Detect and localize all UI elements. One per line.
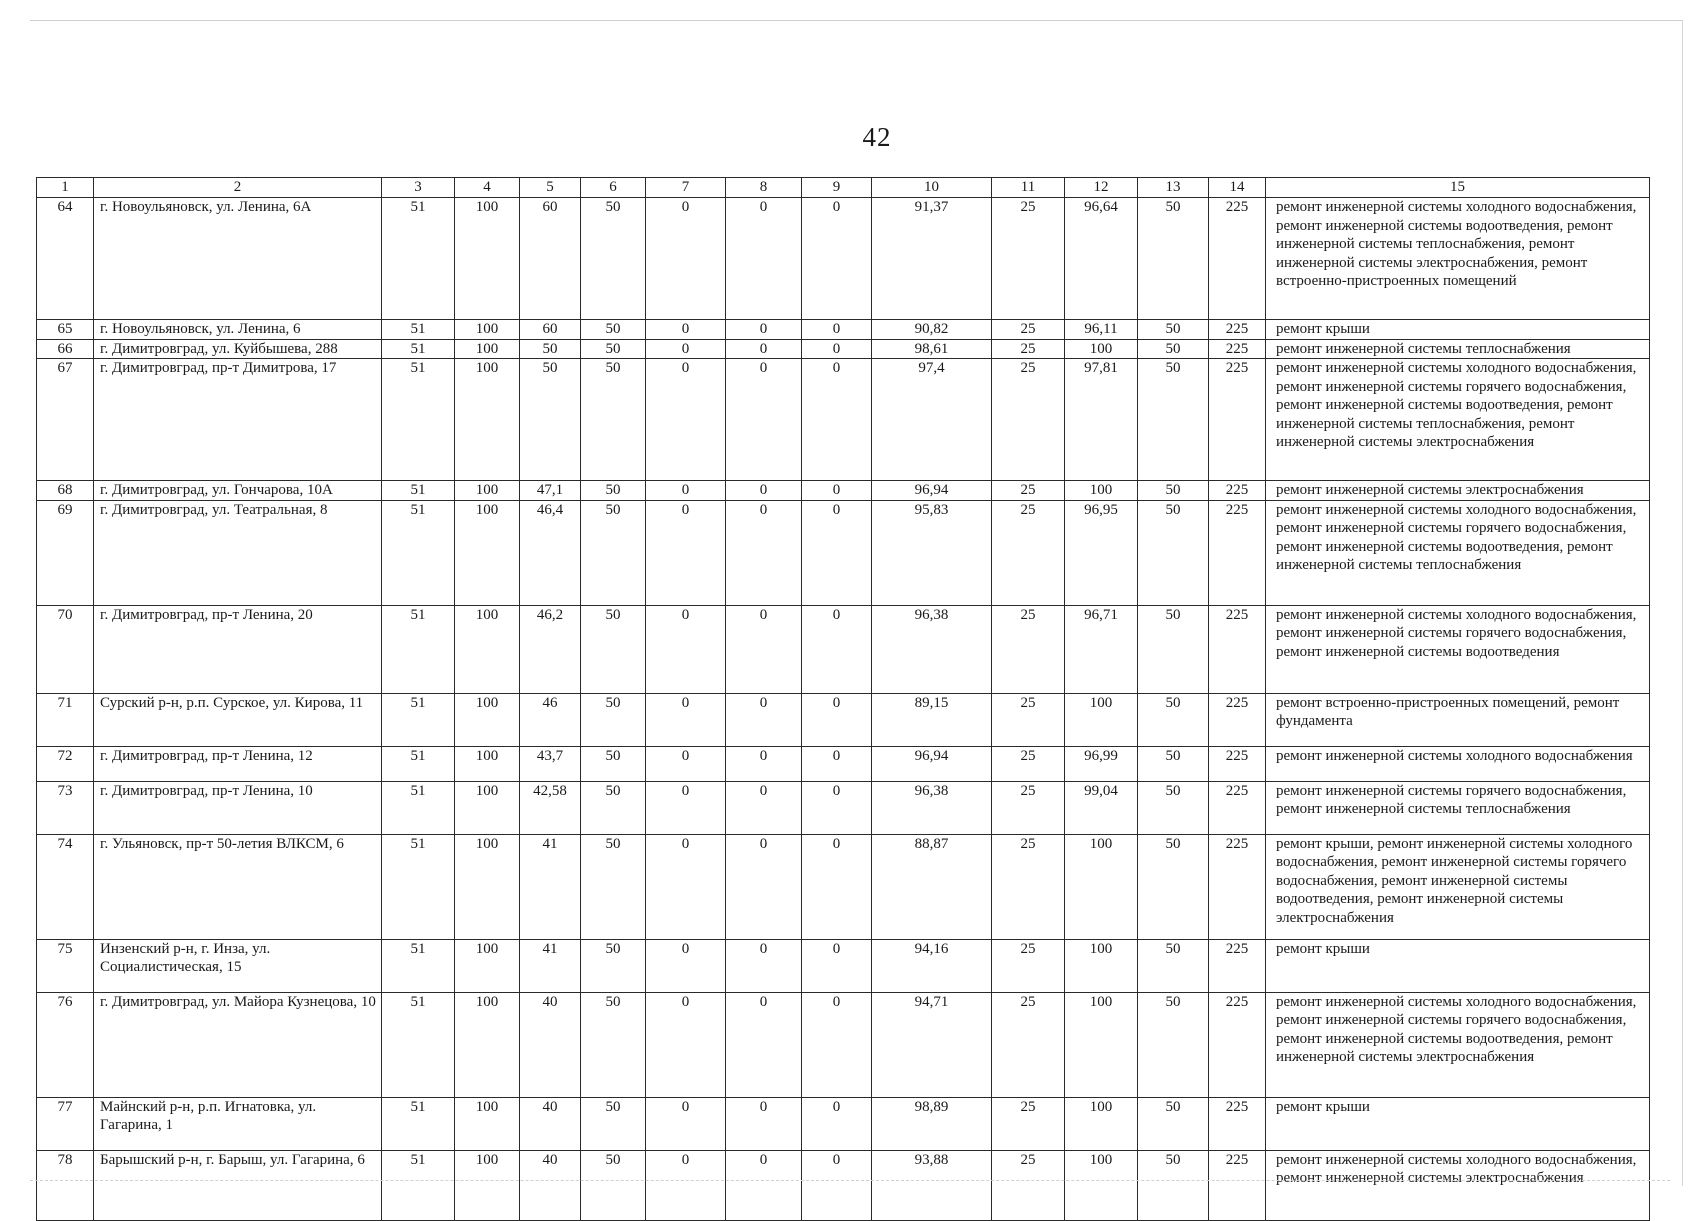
cell-col-7: 0 (646, 605, 726, 693)
cell-work-description: ремонт инженерной системы холодного водоснабжения, ремонт инженерной системы электроснабжения (1266, 1150, 1650, 1220)
cell-address: Майнский р-н, р.п. Игнатовка, ул. Гагарина, 1 (94, 1097, 382, 1150)
cell-col-14: 225 (1209, 339, 1266, 359)
cell-address: г. Димитровград, ул. Майора Кузнецова, 10 (94, 992, 382, 1097)
cell-col-5: 46,2 (520, 605, 581, 693)
cell-col-6: 50 (581, 1097, 646, 1150)
cell-col-9: 0 (802, 693, 872, 746)
cell-col-14: 225 (1209, 500, 1266, 605)
cell-col-3: 51 (382, 339, 455, 359)
column-header-6: 6 (581, 178, 646, 198)
column-header-1: 1 (37, 178, 94, 198)
cell-col-3: 51 (382, 781, 455, 834)
cell-col-4: 100 (455, 834, 520, 939)
cell-col-4: 100 (455, 992, 520, 1097)
cell-col-10: 97,4 (872, 359, 992, 481)
cell-col-6: 50 (581, 834, 646, 939)
cell-col-6: 50 (581, 481, 646, 501)
cell-col-12: 100 (1065, 693, 1138, 746)
cell-col-13: 50 (1138, 1150, 1209, 1220)
cell-col-8: 0 (726, 198, 802, 320)
cell-address: г. Димитровград, ул. Куйбышева, 288 (94, 339, 382, 359)
cell-col-7: 0 (646, 693, 726, 746)
cell-col-10: 94,71 (872, 992, 992, 1097)
cell-col-9: 0 (802, 992, 872, 1097)
cell-col-14: 225 (1209, 781, 1266, 834)
cell-col-5: 60 (520, 320, 581, 340)
cell-row-number: 71 (37, 693, 94, 746)
cell-col-14: 225 (1209, 359, 1266, 481)
cell-col-3: 51 (382, 1150, 455, 1220)
cell-col-12: 100 (1065, 992, 1138, 1097)
cell-address: г. Новоульяновск, ул. Ленина, 6 (94, 320, 382, 340)
cell-row-number: 73 (37, 781, 94, 834)
column-header-12: 12 (1065, 178, 1138, 198)
cell-row-number: 65 (37, 320, 94, 340)
cell-col-11: 25 (992, 481, 1065, 501)
cell-address: г. Новоульяновск, ул. Ленина, 6А (94, 198, 382, 320)
cell-work-description: ремонт инженерной системы холодного водоснабжения (1266, 746, 1650, 781)
table-row (37, 992, 1650, 1097)
cell-col-12: 100 (1065, 939, 1138, 992)
cell-col-5: 40 (520, 1097, 581, 1150)
cell-col-7: 0 (646, 781, 726, 834)
cell-col-6: 50 (581, 781, 646, 834)
cell-col-4: 100 (455, 198, 520, 320)
cell-work-description: ремонт инженерной системы холодного водоснабжения, ремонт инженерной системы водоотведения, ремонт инженерной системы теплоснабжения, ремонт инженерной системы электроснабжения, ремонт встроенно-пристроенных помещений (1266, 198, 1650, 320)
cell-col-10: 96,38 (872, 605, 992, 693)
cell-work-description: ремонт крыши (1266, 1097, 1650, 1150)
cell-col-11: 25 (992, 992, 1065, 1097)
cell-col-7: 0 (646, 339, 726, 359)
cell-col-12: 100 (1065, 1097, 1138, 1150)
cell-col-9: 0 (802, 834, 872, 939)
data-table (36, 177, 1650, 1221)
cell-work-description: ремонт инженерной системы теплоснабжения (1266, 339, 1650, 359)
cell-col-6: 50 (581, 320, 646, 340)
cell-col-6: 50 (581, 1150, 646, 1220)
cell-address: г. Димитровград, пр-т Ленина, 20 (94, 605, 382, 693)
cell-col-3: 51 (382, 693, 455, 746)
cell-col-5: 43,7 (520, 746, 581, 781)
cell-col-5: 46 (520, 693, 581, 746)
cell-col-8: 0 (726, 500, 802, 605)
cell-col-14: 225 (1209, 605, 1266, 693)
table-row (37, 746, 1650, 781)
cell-col-6: 50 (581, 693, 646, 746)
table-row (37, 1097, 1650, 1150)
column-header-8: 8 (726, 178, 802, 198)
cell-col-4: 100 (455, 746, 520, 781)
cell-col-5: 50 (520, 359, 581, 481)
column-header-4: 4 (455, 178, 520, 198)
cell-work-description: ремонт крыши, ремонт инженерной системы холодного водоснабжения, ремонт инженерной системы горячего водоснабжения, ремонт инженерной системы водоотведения, ремонт инженерной системы электроснабжения (1266, 834, 1650, 939)
cell-col-5: 40 (520, 992, 581, 1097)
cell-col-13: 50 (1138, 746, 1209, 781)
cell-col-6: 50 (581, 992, 646, 1097)
cell-col-5: 50 (520, 339, 581, 359)
table-row (37, 339, 1650, 359)
table-row (37, 781, 1650, 834)
cell-address: г. Димитровград, ул. Театральная, 8 (94, 500, 382, 605)
cell-col-7: 0 (646, 834, 726, 939)
cell-col-3: 51 (382, 1097, 455, 1150)
cell-col-14: 225 (1209, 1097, 1266, 1150)
cell-col-6: 50 (581, 359, 646, 481)
cell-col-5: 41 (520, 834, 581, 939)
cell-col-14: 225 (1209, 939, 1266, 992)
table-row (37, 605, 1650, 693)
cell-col-8: 0 (726, 781, 802, 834)
cell-col-11: 25 (992, 939, 1065, 992)
cell-col-4: 100 (455, 939, 520, 992)
cell-col-7: 0 (646, 481, 726, 501)
cell-col-13: 50 (1138, 339, 1209, 359)
cell-row-number: 69 (37, 500, 94, 605)
cell-col-8: 0 (726, 605, 802, 693)
column-header-5: 5 (520, 178, 581, 198)
column-header-11: 11 (992, 178, 1065, 198)
cell-col-9: 0 (802, 359, 872, 481)
table-body (37, 198, 1650, 1221)
cell-col-13: 50 (1138, 992, 1209, 1097)
cell-col-6: 50 (581, 605, 646, 693)
cell-work-description: ремонт инженерной системы холодного водоснабжения, ремонт инженерной системы горячего водоснабжения, ремонт инженерной системы водоотведения, ремонт инженерной системы теплоснабжения (1266, 500, 1650, 605)
cell-row-number: 77 (37, 1097, 94, 1150)
column-header-15: 15 (1266, 178, 1650, 198)
cell-col-4: 100 (455, 693, 520, 746)
cell-col-10: 88,87 (872, 834, 992, 939)
cell-col-10: 96,94 (872, 746, 992, 781)
cell-col-7: 0 (646, 1097, 726, 1150)
cell-col-6: 50 (581, 746, 646, 781)
column-header-7: 7 (646, 178, 726, 198)
cell-col-13: 50 (1138, 693, 1209, 746)
cell-col-7: 0 (646, 500, 726, 605)
cell-col-3: 51 (382, 834, 455, 939)
cell-address: г. Ульяновск, пр-т 50-летия ВЛКСМ, 6 (94, 834, 382, 939)
cell-col-11: 25 (992, 781, 1065, 834)
cell-address: Сурский р-н, р.п. Сурское, ул. Кирова, 11 (94, 693, 382, 746)
cell-col-12: 96,71 (1065, 605, 1138, 693)
column-header-9: 9 (802, 178, 872, 198)
cell-col-6: 50 (581, 339, 646, 359)
table-row (37, 359, 1650, 481)
cell-col-5: 60 (520, 198, 581, 320)
cell-col-8: 0 (726, 992, 802, 1097)
cell-col-7: 0 (646, 746, 726, 781)
cell-col-11: 25 (992, 746, 1065, 781)
column-header-3: 3 (382, 178, 455, 198)
header-row (37, 178, 1650, 198)
cell-col-10: 98,89 (872, 1097, 992, 1150)
cell-col-13: 50 (1138, 359, 1209, 481)
cell-col-10: 96,94 (872, 481, 992, 501)
cell-col-11: 25 (992, 320, 1065, 340)
cell-col-12: 100 (1065, 339, 1138, 359)
cell-col-6: 50 (581, 500, 646, 605)
cell-col-8: 0 (726, 320, 802, 340)
cell-col-4: 100 (455, 359, 520, 481)
cell-col-3: 51 (382, 500, 455, 605)
cell-col-14: 225 (1209, 746, 1266, 781)
cell-col-9: 0 (802, 320, 872, 340)
cell-col-9: 0 (802, 939, 872, 992)
cell-col-12: 100 (1065, 834, 1138, 939)
cell-col-11: 25 (992, 339, 1065, 359)
cell-col-11: 25 (992, 500, 1065, 605)
cell-col-13: 50 (1138, 605, 1209, 693)
cell-col-11: 25 (992, 198, 1065, 320)
cell-col-12: 96,99 (1065, 746, 1138, 781)
cell-col-4: 100 (455, 339, 520, 359)
cell-work-description: ремонт инженерной системы горячего водоснабжения, ремонт инженерной системы теплоснабжения (1266, 781, 1650, 834)
table-row (37, 198, 1650, 320)
table-row (37, 500, 1650, 605)
cell-row-number: 64 (37, 198, 94, 320)
cell-col-8: 0 (726, 481, 802, 501)
cell-col-10: 95,83 (872, 500, 992, 605)
cell-col-7: 0 (646, 320, 726, 340)
cell-col-5: 41 (520, 939, 581, 992)
table-row (37, 481, 1650, 501)
cell-col-11: 25 (992, 693, 1065, 746)
cell-col-3: 51 (382, 939, 455, 992)
cell-col-13: 50 (1138, 781, 1209, 834)
cell-col-14: 225 (1209, 198, 1266, 320)
cell-work-description: ремонт инженерной системы холодного водоснабжения, ремонт инженерной системы горячего водоснабжения, ремонт инженерной системы водоотведения, ремонт инженерной системы теплоснабжения, ремонт инженерной системы электроснабжения (1266, 359, 1650, 481)
cell-col-4: 100 (455, 1150, 520, 1220)
table-row (37, 939, 1650, 992)
cell-address: г. Димитровград, пр-т Димитрова, 17 (94, 359, 382, 481)
cell-col-5: 46,4 (520, 500, 581, 605)
cell-row-number: 78 (37, 1150, 94, 1220)
cell-col-7: 0 (646, 992, 726, 1097)
cell-col-11: 25 (992, 1150, 1065, 1220)
cell-col-3: 51 (382, 992, 455, 1097)
cell-col-10: 91,37 (872, 198, 992, 320)
cell-row-number: 67 (37, 359, 94, 481)
cell-col-4: 100 (455, 1097, 520, 1150)
cell-col-8: 0 (726, 693, 802, 746)
cell-row-number: 70 (37, 605, 94, 693)
cell-col-5: 42,58 (520, 781, 581, 834)
cell-col-13: 50 (1138, 481, 1209, 501)
cell-col-4: 100 (455, 500, 520, 605)
cell-col-13: 50 (1138, 1097, 1209, 1150)
cell-col-9: 0 (802, 1150, 872, 1220)
cell-col-10: 96,38 (872, 781, 992, 834)
column-header-2: 2 (94, 178, 382, 198)
cell-col-9: 0 (802, 198, 872, 320)
cell-col-3: 51 (382, 198, 455, 320)
cell-col-14: 225 (1209, 320, 1266, 340)
cell-col-9: 0 (802, 605, 872, 693)
cell-col-7: 0 (646, 359, 726, 481)
cell-address: Инзенский р-н, г. Инза, ул. Социалистическая, 15 (94, 939, 382, 992)
cell-col-4: 100 (455, 605, 520, 693)
cell-col-12: 97,81 (1065, 359, 1138, 481)
cell-col-13: 50 (1138, 939, 1209, 992)
cell-row-number: 76 (37, 992, 94, 1097)
cell-work-description: ремонт инженерной системы холодного водоснабжения, ремонт инженерной системы горячего водоснабжения, ремонт инженерной системы водоотведения, ремонт инженерной системы электроснабжения (1266, 992, 1650, 1097)
cell-col-5: 40 (520, 1150, 581, 1220)
cell-col-11: 25 (992, 1097, 1065, 1150)
cell-work-description: ремонт инженерной системы холодного водоснабжения, ремонт инженерной системы горячего водоснабжения, ремонт инженерной системы водоотведения (1266, 605, 1650, 693)
cell-col-9: 0 (802, 746, 872, 781)
cell-col-11: 25 (992, 605, 1065, 693)
cell-col-7: 0 (646, 198, 726, 320)
cell-col-8: 0 (726, 939, 802, 992)
cell-row-number: 75 (37, 939, 94, 992)
cell-col-8: 0 (726, 834, 802, 939)
cell-col-7: 0 (646, 1150, 726, 1220)
cell-work-description: ремонт крыши (1266, 320, 1650, 340)
cell-col-3: 51 (382, 605, 455, 693)
cell-col-14: 225 (1209, 1150, 1266, 1220)
cell-col-14: 225 (1209, 693, 1266, 746)
cell-col-8: 0 (726, 339, 802, 359)
cell-col-6: 50 (581, 939, 646, 992)
cell-col-9: 0 (802, 500, 872, 605)
cell-work-description: ремонт встроенно-пристроенных помещений, ремонт фундамента (1266, 693, 1650, 746)
cell-work-description: ремонт крыши (1266, 939, 1650, 992)
cell-col-12: 96,95 (1065, 500, 1138, 605)
cell-row-number: 68 (37, 481, 94, 501)
cell-col-3: 51 (382, 320, 455, 340)
cell-col-5: 47,1 (520, 481, 581, 501)
cell-col-11: 25 (992, 834, 1065, 939)
cell-address: Барышский р-н, г. Барыш, ул. Гагарина, 6 (94, 1150, 382, 1220)
cell-col-8: 0 (726, 1150, 802, 1220)
cell-col-11: 25 (992, 359, 1065, 481)
cell-col-12: 96,64 (1065, 198, 1138, 320)
cell-col-4: 100 (455, 481, 520, 501)
table-row (37, 693, 1650, 746)
cell-col-10: 94,16 (872, 939, 992, 992)
table-row (37, 834, 1650, 939)
cell-col-4: 100 (455, 781, 520, 834)
cell-col-8: 0 (726, 359, 802, 481)
table-row (37, 1150, 1650, 1220)
cell-col-3: 51 (382, 746, 455, 781)
cell-col-9: 0 (802, 481, 872, 501)
cell-address: г. Димитровград, пр-т Ленина, 10 (94, 781, 382, 834)
cell-col-6: 50 (581, 198, 646, 320)
cell-col-14: 225 (1209, 834, 1266, 939)
column-header-10: 10 (872, 178, 992, 198)
page-number: 42 (862, 122, 892, 152)
cell-col-12: 100 (1065, 1150, 1138, 1220)
cell-col-12: 99,04 (1065, 781, 1138, 834)
cell-col-13: 50 (1138, 198, 1209, 320)
cell-col-14: 225 (1209, 992, 1266, 1097)
column-header-13: 13 (1138, 178, 1209, 198)
cell-col-12: 96,11 (1065, 320, 1138, 340)
cell-col-8: 0 (726, 746, 802, 781)
table-row (37, 320, 1650, 340)
cell-col-9: 0 (802, 339, 872, 359)
cell-row-number: 66 (37, 339, 94, 359)
cell-col-10: 90,82 (872, 320, 992, 340)
cell-col-4: 100 (455, 320, 520, 340)
cell-address: г. Димитровград, пр-т Ленина, 12 (94, 746, 382, 781)
cell-col-10: 89,15 (872, 693, 992, 746)
cell-work-description: ремонт инженерной системы электроснабжения (1266, 481, 1650, 501)
cell-col-13: 50 (1138, 834, 1209, 939)
cell-row-number: 72 (37, 746, 94, 781)
cell-col-10: 93,88 (872, 1150, 992, 1220)
bottom-scan-line (30, 1180, 1670, 1181)
cell-col-3: 51 (382, 359, 455, 481)
cell-col-10: 98,61 (872, 339, 992, 359)
cell-col-8: 0 (726, 1097, 802, 1150)
cell-col-7: 0 (646, 939, 726, 992)
cell-col-9: 0 (802, 781, 872, 834)
cell-col-12: 100 (1065, 481, 1138, 501)
cell-col-14: 225 (1209, 481, 1266, 501)
column-header-14: 14 (1209, 178, 1266, 198)
cell-address: г. Димитровград, ул. Гончарова, 10А (94, 481, 382, 501)
cell-row-number: 74 (37, 834, 94, 939)
cell-col-3: 51 (382, 481, 455, 501)
cell-col-13: 50 (1138, 320, 1209, 340)
cell-col-9: 0 (802, 1097, 872, 1150)
cell-col-13: 50 (1138, 500, 1209, 605)
